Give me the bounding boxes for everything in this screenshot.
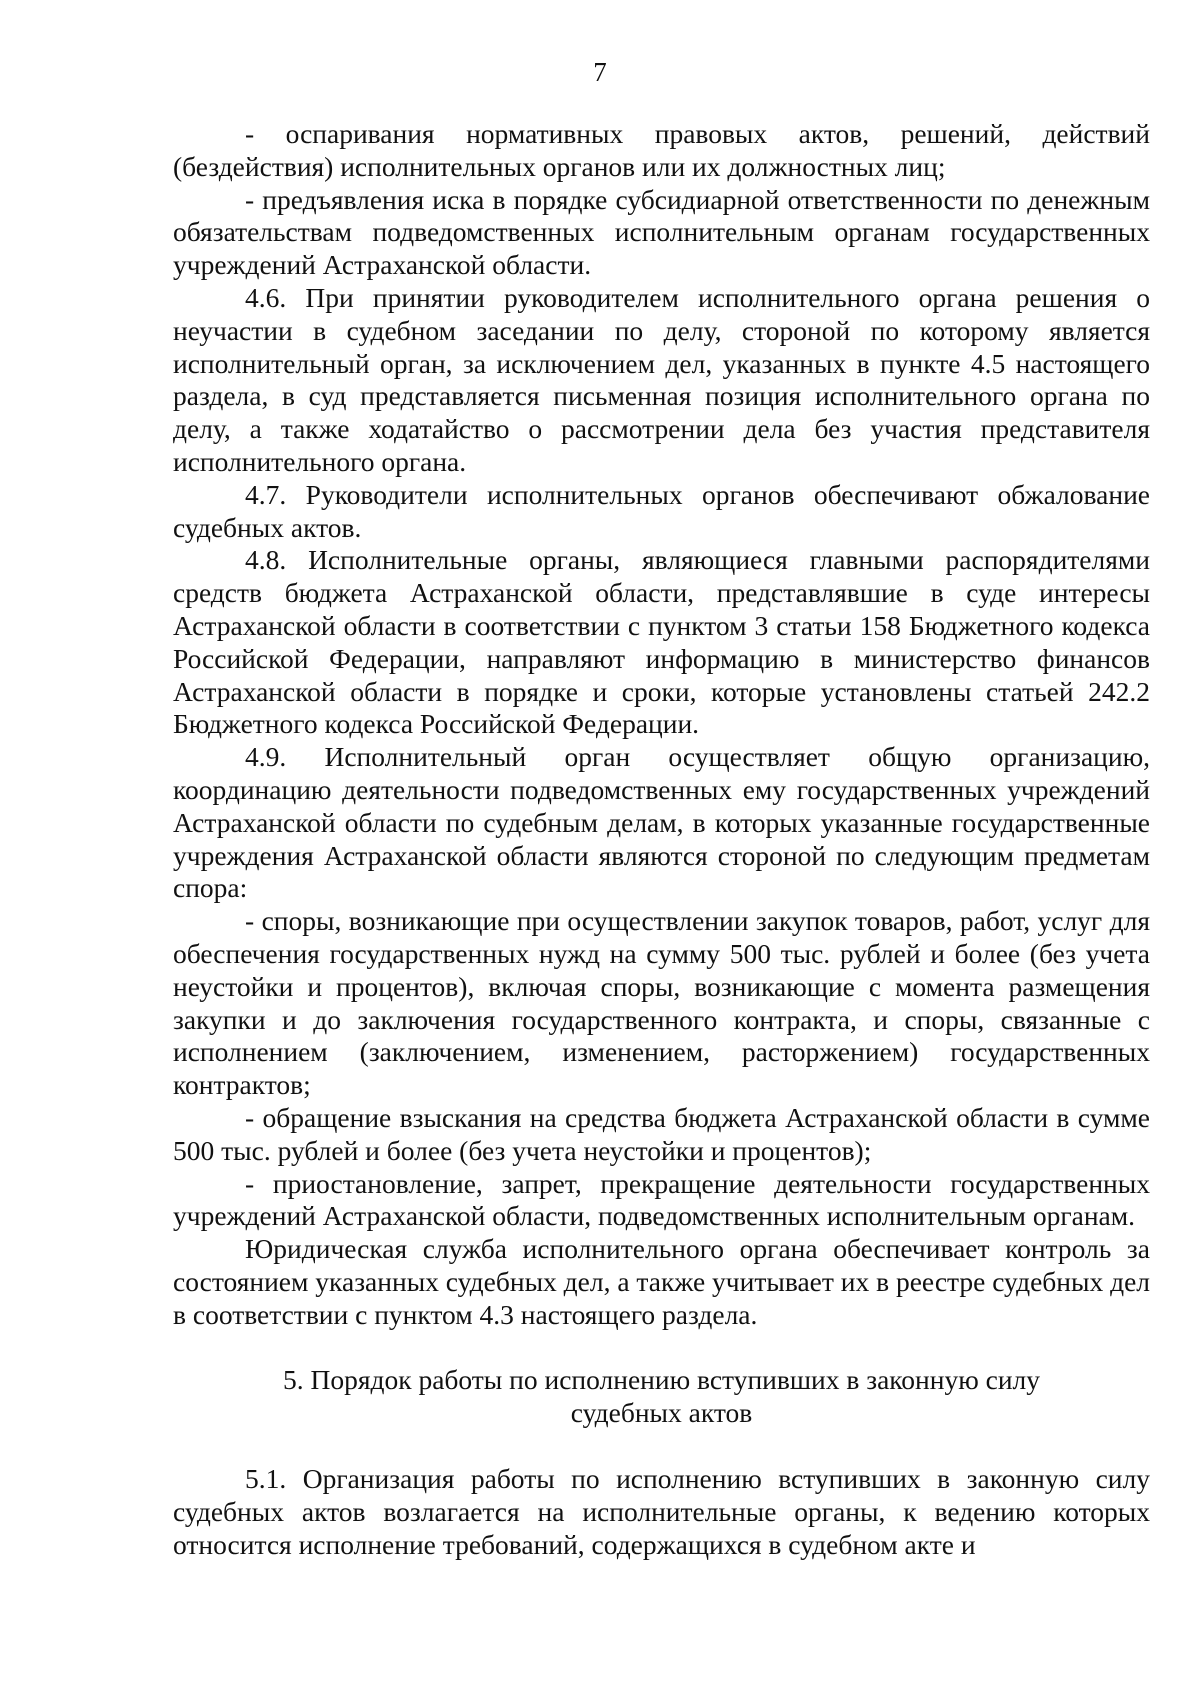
section-heading-line-1: 5. Порядок работы по исполнению вступивших в законную силу <box>282 1364 1041 1396</box>
paragraph-4-9: 4.9. Исполнительный орган осуществляет общую организацию, координацию деятельности подведомственных ему государственных учреждений Астраханской области по судебным делам, в которых указанные государственные учреждения Астраханской области являются стороной по следующим предметам спора: <box>173 741 1150 904</box>
paragraph-legal-service-control: Юридическая служба исполнительного органа обеспечивает контроль за состоянием указанных судебных дел, а также учитывает их в реестре судебных дел в соответствии с пунктом 4.3 настоящего раздела. <box>173 1233 1151 1330</box>
paragraph-4-6: 4.6. При принятии руководителем исполнительного органа решения о неучастии в судебном заседании по делу, стороной по которому является исполнительный орган, за исключением дел, указанных в пункте 4.5 настоящего раздела, в суд представляется письменная позиция исполнительного органа по делу, а также ходатайство о рассмотрении дела без участия представителя исполнительного органа. <box>173 281 1150 477</box>
section-heading-line-2: судебных актов <box>570 1397 753 1429</box>
paragraph-suspension-of-activity: - приостановление, запрет, прекращение деятельности государственных учреждений Астраханской области, подведомственных исполнительным органам. <box>173 1167 1150 1232</box>
paragraph-4-8: 4.8. Исполнительные органы, являющиеся главными распорядителями средств бюджета Астраханской области, представлявшие в суде интересы Астраханской области в соответствии с пунктом 3 статьи 158 Бюджетного кодекса Российской Федерации, направляют информацию в министерство финансов Астраханской области в порядке и сроки, которые установлены статьей 242.2 Бюджетного кодекса Российской Федерации. <box>173 544 1150 740</box>
document-body <box>173 118 1150 1561</box>
section-5-heading <box>173 1364 1150 1430</box>
page-number: 7 <box>593 57 607 87</box>
paragraph-contesting-acts: - оспаривания нормативных правовых актов, решений, действий (бездействия) исполнительных органов или их должностных лиц; <box>173 118 1150 182</box>
paragraph-subsidiary-liability: - предъявления иска в порядке субсидиарной ответственности по денежным обязательствам подведомственных исполнительным органам государственных учреждений Астраханской области. <box>173 183 1150 281</box>
paragraph-procurement-disputes: - споры, возникающие при осуществлении закупок товаров, работ, услуг для обеспечения государственных нужд на сумму 500 тыс. рублей и более (без учета неустойки и процентов), включая споры, возникающие с момента размещения закупки и до заключения государственного контракта, и споры, связанные с исполнением (заключением, изменением, расторжением) государственных контрактов; <box>173 905 1150 1101</box>
paragraph-4-7: 4.7. Руководители исполнительных органов обеспечивают обжалование судебных актов. <box>173 478 1150 543</box>
paragraph-budget-recovery: - обращение взыскания на средства бюджета Астраханской области в сумме 500 тыс. рублей и более (без учета неустойки и процентов); <box>173 1101 1150 1166</box>
paragraph-5-1: 5.1. Организация работы по исполнению вступивших в законную силу судебных актов возлагается на исполнительные органы, к ведению которых относится исполнение требований, содержащихся в судебном акте и <box>173 1463 1150 1560</box>
